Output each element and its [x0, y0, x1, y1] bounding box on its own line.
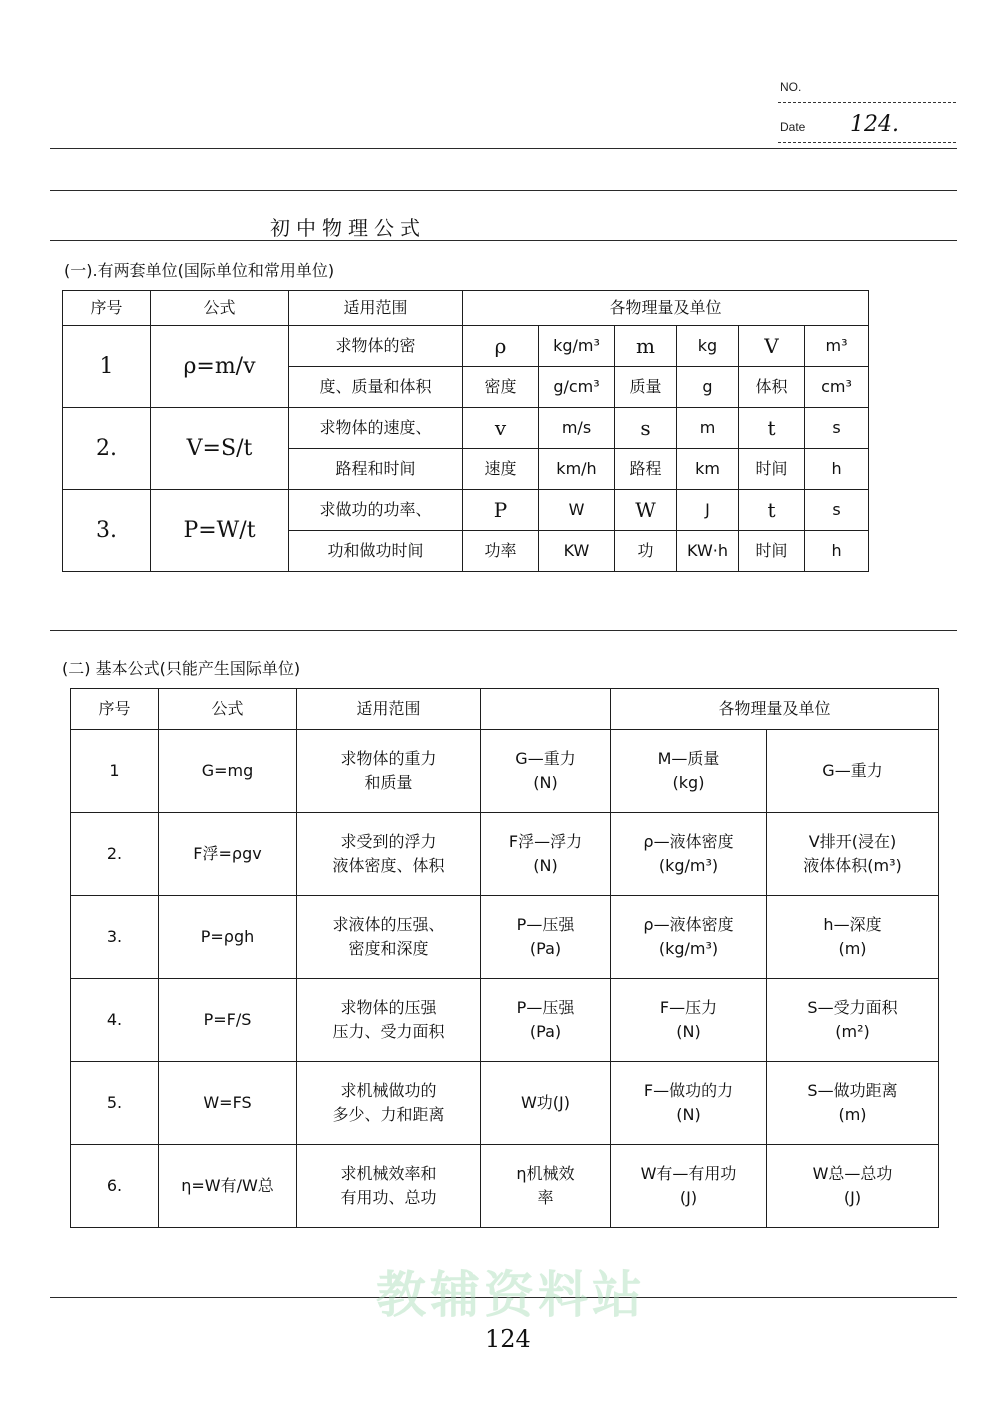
table-row	[71, 896, 939, 979]
quantity-name: 功	[615, 531, 677, 572]
si-unit: m/s	[539, 408, 615, 449]
quantity-unit: (m)	[838, 939, 867, 958]
quantity-line: ρ—液体密度	[643, 915, 734, 934]
common-unit: h	[805, 531, 869, 572]
formula: P=ρgh	[159, 896, 297, 979]
quantity-line: F浮—浮力	[508, 832, 583, 851]
scope-line: 液体密度、体积	[332, 856, 445, 875]
quantity-unit: (N)	[533, 773, 558, 792]
row-number: 2.	[63, 408, 151, 490]
quantity-cell	[767, 1145, 939, 1228]
scope-cell	[297, 1062, 481, 1145]
formula: G=mg	[159, 730, 297, 813]
quantity-unit: (N)	[676, 1105, 701, 1124]
scope-line: 多少、力和距离	[332, 1105, 445, 1124]
quantity-cell	[481, 1062, 611, 1145]
scope-line: 求物体的压强	[340, 998, 437, 1017]
si-unit: s	[805, 408, 869, 449]
quantity-cell	[611, 896, 767, 979]
quantity-cell	[767, 979, 939, 1062]
scope-cell	[297, 730, 481, 813]
scope-line: 求物体的速度、	[289, 408, 463, 449]
scope-line: 功和做功时间	[289, 531, 463, 572]
quantity-name: 质量	[615, 367, 677, 408]
quantity-name: 时间	[739, 531, 805, 572]
quantity-symbol: s	[615, 408, 677, 449]
date-value: 124.	[850, 112, 899, 137]
quantity-cell	[611, 813, 767, 896]
quantity-line: W总—总功	[812, 1164, 893, 1183]
formula: W=FS	[159, 1062, 297, 1145]
row-number: 1	[63, 326, 151, 408]
formula: V=S/t	[151, 408, 289, 490]
quantity-line: h—深度	[823, 915, 882, 934]
scope-line: 和质量	[364, 773, 413, 792]
quantity-name: 密度	[463, 367, 539, 408]
ruled-line	[50, 190, 957, 191]
section2-heading: (二) 基本公式(只能产生国际单位)	[62, 659, 301, 678]
quantity-cell	[767, 813, 939, 896]
quantity-line: ρ—液体密度	[643, 832, 734, 851]
scope-line: 求物体的密	[289, 326, 463, 367]
quantity-cell	[611, 730, 767, 813]
col-header: 公式	[159, 689, 297, 730]
scope-cell	[297, 979, 481, 1062]
scope-line: 密度和深度	[348, 939, 429, 958]
common-unit: cm³	[805, 367, 869, 408]
si-unit: m	[677, 408, 739, 449]
no-label: NO.	[780, 80, 802, 94]
quantity-unit: (kg/m³)	[658, 939, 719, 958]
quantity-cell	[611, 1062, 767, 1145]
quantity-cell	[767, 1062, 939, 1145]
quantity-symbol: m	[615, 326, 677, 367]
ruled-line	[50, 148, 957, 149]
si-unit: kg/m³	[539, 326, 615, 367]
quantity-unit: (Pa)	[529, 939, 562, 958]
si-unit: kg	[677, 326, 739, 367]
col-header	[481, 689, 611, 730]
quantity-symbol: W	[615, 490, 677, 531]
row-number: 3.	[63, 490, 151, 572]
quantity-unit: (J)	[843, 1188, 862, 1207]
table-row	[71, 1062, 939, 1145]
si-unit: s	[805, 490, 869, 531]
common-unit: KW	[539, 531, 615, 572]
si-unit: W	[539, 490, 615, 531]
row-number: 3.	[71, 896, 159, 979]
row-number: 5.	[71, 1062, 159, 1145]
quantity-cell	[481, 730, 611, 813]
common-unit: km/h	[539, 449, 615, 490]
row-number: 4.	[71, 979, 159, 1062]
scope-line: 求受到的浮力	[340, 832, 437, 851]
formula-table-units	[62, 290, 869, 572]
scope-line: 求液体的压强、	[332, 915, 445, 934]
quantity-line: F—做功的力	[643, 1081, 734, 1100]
scope-line: 求物体的重力	[340, 749, 437, 768]
quantity-name: 功率	[463, 531, 539, 572]
quantity-line: F—压力	[659, 998, 718, 1017]
col-header: 序号	[71, 689, 159, 730]
scope-cell	[297, 1145, 481, 1228]
quantity-line: P—压强	[516, 998, 575, 1017]
quantity-cell	[767, 896, 939, 979]
formula: P=W/t	[151, 490, 289, 572]
scope-line: 求机械效率和	[340, 1164, 437, 1183]
quantity-line: W功(J)	[520, 1093, 571, 1112]
scope-cell	[297, 896, 481, 979]
common-unit: g/cm³	[539, 367, 615, 408]
scope-line: 求做功的功率、	[289, 490, 463, 531]
row-number: 1	[71, 730, 159, 813]
no-dash-line	[778, 102, 956, 103]
formula-table-basic	[70, 688, 939, 1228]
section1-heading: (一).有两套单位(国际单位和常用单位)	[64, 261, 335, 280]
quantity-line: W有—有用功	[640, 1164, 737, 1183]
table-row	[71, 730, 939, 813]
quantity-symbol: t	[739, 408, 805, 449]
table-row	[71, 813, 939, 896]
quantity-cell	[481, 813, 611, 896]
col-header: 各物理量及单位	[463, 291, 869, 326]
row-number: 2.	[71, 813, 159, 896]
quantity-unit: (N)	[533, 856, 558, 875]
common-unit: km	[677, 449, 739, 490]
col-header: 序号	[63, 291, 151, 326]
quantity-unit: (kg)	[672, 773, 705, 792]
table-row	[71, 979, 939, 1062]
date-label: Date	[780, 120, 806, 134]
page-title: 初中物理公式	[270, 216, 426, 240]
quantity-symbol: V	[739, 326, 805, 367]
quantity-line: V排开(浸在)	[808, 832, 897, 851]
ruled-line	[50, 630, 957, 631]
watermark: 教辅资料站	[376, 1266, 646, 1324]
quantity-unit: (Pa)	[529, 1022, 562, 1041]
quantity-cell	[611, 979, 767, 1062]
scope-line: 度、质量和体积	[289, 367, 463, 408]
quantity-symbol: t	[739, 490, 805, 531]
quantity-name: 体积	[739, 367, 805, 408]
quantity-cell	[481, 1145, 611, 1228]
quantity-cell	[481, 896, 611, 979]
formula: P=F/S	[159, 979, 297, 1062]
scope-line: 有用功、总功	[340, 1188, 437, 1207]
quantity-unit: (m)	[838, 1105, 867, 1124]
table-header-row	[63, 291, 869, 326]
scope-line: 求机械做功的	[340, 1081, 437, 1100]
table-row	[71, 1145, 939, 1228]
col-header: 公式	[151, 291, 289, 326]
quantity-unit: 率	[537, 1188, 554, 1207]
quantity-line: G—重力	[822, 761, 883, 780]
si-unit: J	[677, 490, 739, 531]
table-row	[63, 408, 869, 449]
page-number: 124	[485, 1325, 531, 1353]
formula: η=W有/W总	[159, 1145, 297, 1228]
quantity-unit: (kg/m³)	[658, 856, 719, 875]
col-header: 各物理量及单位	[611, 689, 939, 730]
table-row	[63, 326, 869, 367]
table-header-row	[71, 689, 939, 730]
col-header: 适用范围	[297, 689, 481, 730]
quantity-cell	[611, 1145, 767, 1228]
quantity-symbol: ρ	[463, 326, 539, 367]
scope-line: 压力、受力面积	[332, 1022, 445, 1041]
ruled-line	[50, 240, 957, 241]
quantity-cell	[481, 979, 611, 1062]
quantity-name: 速度	[463, 449, 539, 490]
quantity-line: S—受力面积	[807, 998, 898, 1017]
quantity-symbol: v	[463, 408, 539, 449]
quantity-line: P—压强	[516, 915, 575, 934]
quantity-unit: (J)	[679, 1188, 698, 1207]
quantity-unit: (N)	[676, 1022, 701, 1041]
quantity-name: 时间	[739, 449, 805, 490]
scope-cell	[297, 813, 481, 896]
quantity-name: 路程	[615, 449, 677, 490]
quantity-line: G—重力	[515, 749, 576, 768]
formula: F浮=ρgv	[159, 813, 297, 896]
formula: ρ=m/v	[151, 326, 289, 408]
quantity-line: η机械效	[516, 1164, 575, 1183]
quantity-symbol: P	[463, 490, 539, 531]
common-unit: g	[677, 367, 739, 408]
quantity-line: M—质量	[657, 749, 720, 768]
common-unit: h	[805, 449, 869, 490]
date-dash-line	[778, 142, 956, 143]
quantity-unit: 液体体积(m³)	[803, 856, 902, 875]
quantity-line: S—做功距离	[807, 1081, 898, 1100]
quantity-cell	[767, 730, 939, 813]
col-header: 适用范围	[289, 291, 463, 326]
table-row	[63, 490, 869, 531]
quantity-unit: (m²)	[835, 1022, 870, 1041]
common-unit: KW·h	[677, 531, 739, 572]
row-number: 6.	[71, 1145, 159, 1228]
scope-line: 路程和时间	[289, 449, 463, 490]
si-unit: m³	[805, 326, 869, 367]
